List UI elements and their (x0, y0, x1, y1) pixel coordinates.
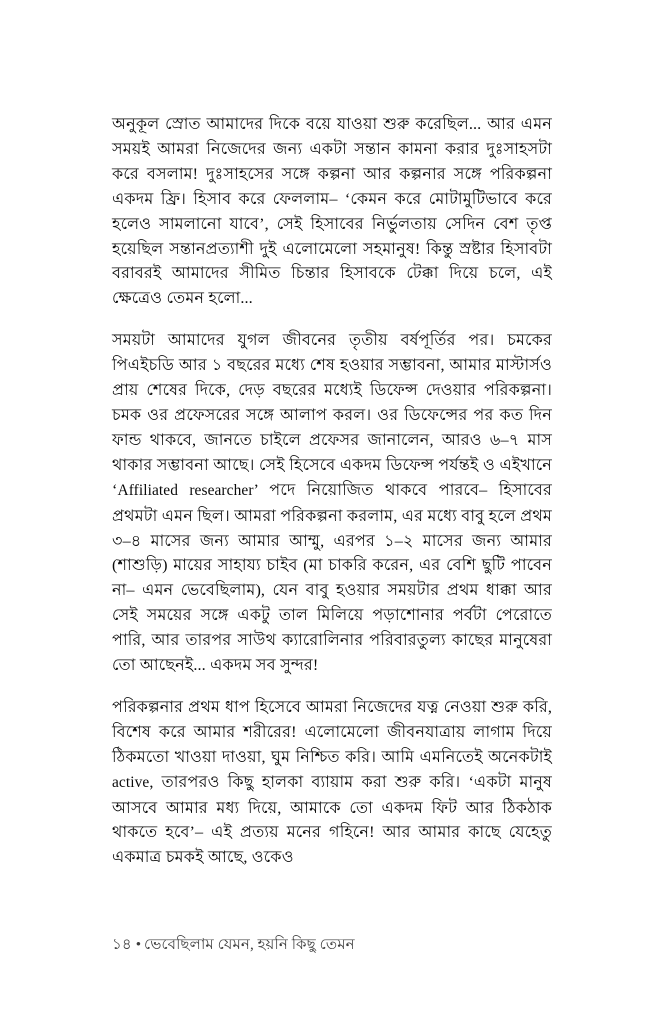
paragraph-1-text: অনুকূল স্রোত আমাদের দিকে বয়ে যাওয়া শুরু করেছিল... আর এমন সময়ই আমরা নিজেদের জন্য একটা সন্তান কামনা করার দুঃসাহসটা করে বসলাম! দুঃসাহসের সঙ্গে কল্পনা আর কল্পনার সঙ্গে পরিকল্পনা একদম ফ্রি। হিসাব করে ফেললাম– ‘কেমন করে মোটামুটিভাবে করে হলেও সামলানো যাবে’, সেই হিসাবের নির্ভুলতায় সেদিন বেশ তৃপ্ত হয়েছিল সন্তানপ্রত্যাশী দুই এলোমেলো সহমানুষ! কিন্তু স্রষ্টার হিসাবটা বরাবরই আমাদের সীমিত চিন্তার হিসাবকে টেক্কা দিয়ে চলে, এই ক্ষেত্রেও তেমন হলো... (112, 115, 552, 308)
paragraph-2-latin-phrase: Affiliated researcher (117, 481, 254, 499)
paragraph-3-text-after-latin: , তারপরও কিছু হালকা ব্যায়াম করা শুরু করি। ‘একটা মানুষ আসবে আমার মধ্য দিয়ে, আমাকে তো একদম ফিট আর ঠিকঠাক থাকতে হবে’– এই প্রত্যয় মনের গহিনে! আর আমার কাছে যেহেতু একমাত্র চমকই আছে, ওকেও (112, 772, 552, 867)
footer-running-title: ভেবেছিলাম যেমন, হয়নি কিছু তেমন (144, 936, 355, 953)
footer-page-number: ১৪ (112, 936, 132, 953)
paragraph-2-text-after-latin: ’ পদে নিয়োজিত থাকবে পারবে– হিসাবের প্রথমটা এমন ছিল। আমরা পরিকল্পনা করলাম, এর মধ্যে বাবু হলে প্রথম ৩–৪ মাসের জন্য আমার আম্মু, এরপর ১–২ মাসের জন্য আমার (শাশুড়ি) মায়ের সাহায্য চাইব (মা চাকরি করেন, এর বেশি ছুটি পাবেন না– এমন ভেবেছিলাম), যেন বাবু হওয়ার সময়টার প্রথম ধাক্কা আর সেই সময়ের সঙ্গে একটু তাল মিলিয়ে পড়াশোনার পর্বটা পেরোতে পারি, আর তারপর সাউথ ক্যারোলিনার পরিবারতুল্য কাছের মানুষেরা তো আছেনই... একদম সব সুন্দর! (112, 480, 552, 675)
paragraph-3-text-before-latin: পরিকল্পনার প্রথম ধাপ হিসেবে আমরা নিজেদের যত্ন নেওয়া শুরু করি, বিশেষ করে আমার শরীরের! এলোমেলো জীবনযাত্রায় লাগাম দিয়ে ঠিকমতো খাওয়া দাওয়া, ঘুম নিশ্চিত করি। আমি এমনিতেই অনেকটাই (112, 697, 552, 766)
paragraph-3 (112, 695, 552, 870)
paragraph-3-latin-phrase: active (112, 773, 150, 791)
footer-separator-dot: • (135, 936, 142, 953)
paragraph-2-text-before-latin: সময়টা আমাদের যুগল জীবনের তৃতীয় বর্ষপূর্তির পর। চমকের পিএইচডি আর ১ বছরের মধ্যে শেষ হওয়ার সম্ভাবনা, আমার মাস্টার্সও প্রায় শেষের দিকে, দেড় বছরের মধ্যেই ডিফেন্স দেওয়ার পরিকল্পনা। চমক ওর প্রফেসরের সঙ্গে আলাপ করল। ওর ডিফেন্সের পর কত দিন ফান্ড থাকবে, জানতে চাইলে প্রফেসর জানালেন, আরও ৬–৭ মাস থাকার সম্ভাবনা আছে। সেই হিসেবে একদম ডিফেন্স পর্যন্তই ও এইখানে ‘ (112, 331, 552, 499)
page-footer (112, 934, 572, 956)
page-text-block (112, 112, 552, 870)
paragraph-2 (112, 328, 552, 678)
paragraph-1 (112, 112, 552, 311)
